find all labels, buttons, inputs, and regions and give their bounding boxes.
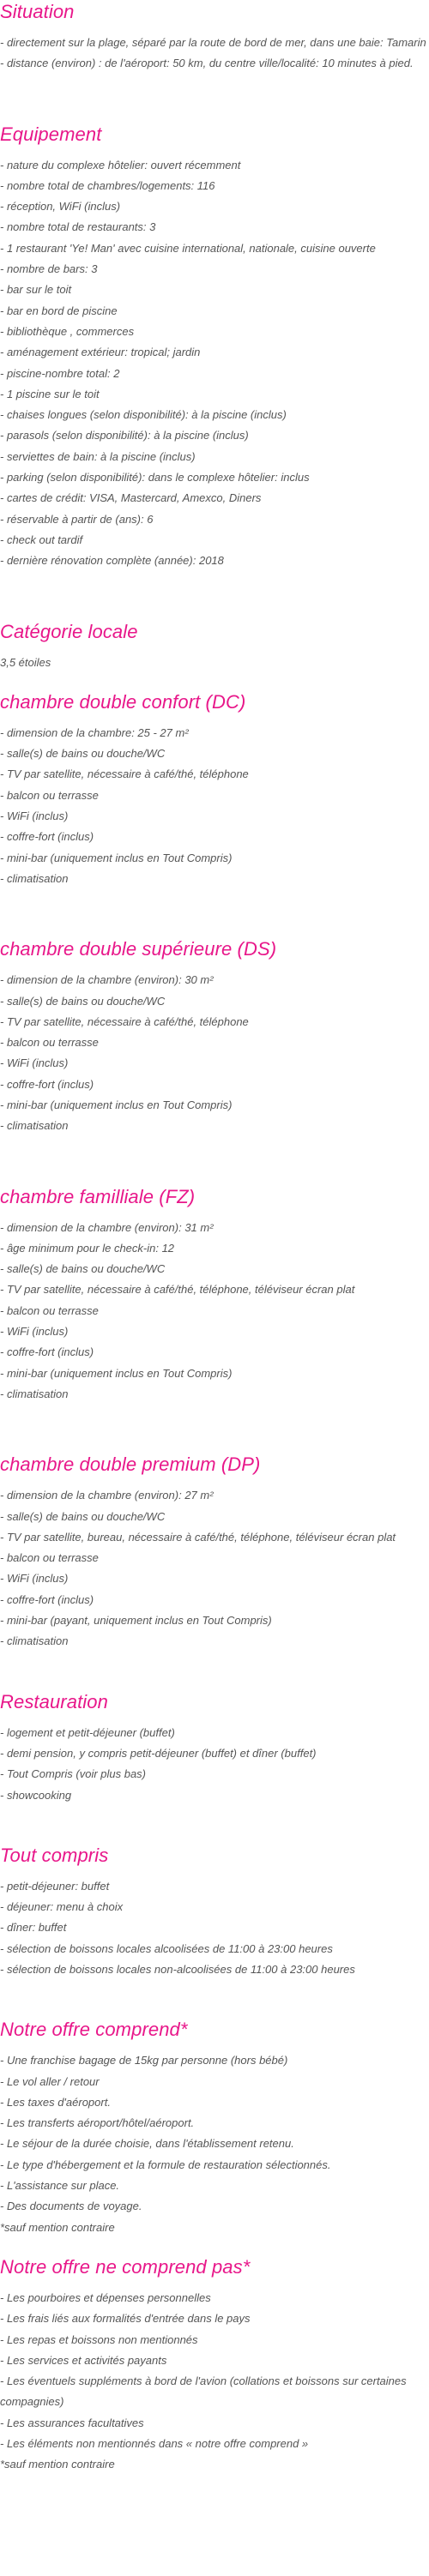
- list-item: - Les pourboires et dépenses personnelles: [0, 2290, 211, 2304]
- list-item: - L'assistance sur place.: [0, 2179, 120, 2193]
- list-item: - Les éléments non mentionnés dans « notre offre comprend »: [0, 2437, 309, 2451]
- list-item: - WiFi (inclus): [0, 1325, 69, 1339]
- list-item: - balcon ou terrasse: [0, 1036, 99, 1050]
- list-item: - salle(s) de bains ou douche/WC: [0, 1509, 166, 1523]
- list-item: - Le type d'hébergement et la formule de restauration sélectionnés.: [0, 2158, 331, 2171]
- list-item: - TV par satellite, bureau, nécessaire à café/thé, téléphone, téléviseur écran plat: [0, 1530, 396, 1544]
- list-item: - petit-déjeuner: buffet: [0, 1879, 110, 1893]
- list-item: - Les frais liés aux formalités d'entrée dans le pays: [0, 2312, 251, 2326]
- list-item: - dimension de la chambre (environ): 31 m²: [0, 1220, 214, 1234]
- list-item: - Les repas et boissons non mentionnés: [0, 2332, 198, 2346]
- list-item: - 1 piscine sur le toit: [0, 387, 100, 400]
- section-title: Catégorie locale: [0, 620, 138, 642]
- list-item: - cartes de crédit: VISA, Mastercard, Amexco, Diners: [0, 491, 262, 505]
- list-item: - serviettes de bain: à la piscine (inclus): [0, 449, 196, 463]
- section-categorie-locale: [0, 620, 429, 673]
- section-title: chambre double confort (DC): [0, 690, 246, 713]
- list-item: - Une franchise bagage de 15kg par personne (hors bébé): [0, 2054, 288, 2067]
- list-item: - distance (environ) : de l'aéroport: 50 km, du centre ville/localité: 10 minutes à pied.: [0, 57, 414, 70]
- list-item: - TV par satellite, nécessaire à café/thé, téléphone, téléviseur écran plat: [0, 1283, 355, 1297]
- list-item: - parasols (selon disponibilité): à la piscine (inclus): [0, 429, 249, 442]
- list-item: - balcon ou terrasse: [0, 1303, 99, 1317]
- section-title: Notre offre ne comprend pas*: [0, 2255, 251, 2278]
- section-lines: [0, 1218, 429, 1405]
- list-item: - sélection de boissons locales alcoolisées de 11:00 à 23:00 heures: [0, 1941, 333, 1955]
- section-title: Equipement: [0, 123, 102, 145]
- list-item: - bibliothèque , commerces: [0, 324, 135, 338]
- list-item: - coffre-fort (inclus): [0, 1592, 94, 1606]
- list-item: - réception, WiFi (inclus): [0, 200, 121, 214]
- list-item: - TV par satellite, nécessaire à café/thé, téléphone: [0, 1014, 249, 1028]
- section-lines: [0, 653, 429, 673]
- list-item: - bar sur le toit: [0, 283, 72, 297]
- list-item: - check out tardif: [0, 533, 83, 546]
- list-item: - mini-bar (uniquement inclus en Tout Compris): [0, 851, 233, 864]
- list-item: - âge minimum pour le check-in: 12: [0, 1241, 175, 1255]
- list-item: - WiFi (inclus): [0, 1572, 69, 1586]
- section-lines: [0, 1876, 429, 1980]
- list-item: - piscine-nombre total: 2: [0, 366, 120, 380]
- list-item: - WiFi (inclus): [0, 810, 69, 823]
- list-item: - déjeuner: menu à choix: [0, 1900, 124, 1914]
- list-item: - Les éventuels suppléments à bord de l'avion (collations et boissons sur certaines compagnies): [0, 2374, 407, 2409]
- section-title: Tout compris: [0, 1844, 109, 1866]
- list-item: - dernière rénovation complète (année): 2018: [0, 554, 224, 568]
- list-item: - climatisation: [0, 1387, 69, 1400]
- list-item: - nombre total de restaurants: 3: [0, 220, 156, 234]
- section-situation: [0, 0, 429, 75]
- list-item: - parking (selon disponibilité): dans le complexe hôtelier: inclus: [0, 471, 310, 485]
- list-item: - Les assurances facultatives: [0, 2416, 144, 2429]
- list-item: - demi pension, y compris petit-déjeuner (buffet) et dîner (buffet): [0, 1746, 317, 1760]
- section-chambre-dc: [0, 690, 429, 889]
- list-item: *sauf mention contraire: [0, 2458, 115, 2471]
- list-item: - salle(s) de bains ou douche/WC: [0, 994, 166, 1008]
- section-lines: [0, 33, 429, 75]
- section-title: Restauration: [0, 1690, 108, 1712]
- list-item: - dîner: buffet: [0, 1921, 67, 1935]
- list-item: - climatisation: [0, 871, 69, 885]
- list-item: - showcooking: [0, 1788, 72, 1802]
- section-title: chambre familliale (FZ): [0, 1185, 196, 1207]
- section-offre-ne-comprend-pas: [0, 2255, 429, 2476]
- list-item: - TV par satellite, nécessaire à café/thé, téléphone: [0, 767, 249, 781]
- list-item: - climatisation: [0, 1634, 69, 1648]
- section-lines: [0, 723, 429, 889]
- list-item: - salle(s) de bains ou douche/WC: [0, 747, 166, 761]
- section-lines: [0, 2050, 429, 2238]
- list-item: - mini-bar (uniquement inclus en Tout Compris): [0, 1098, 233, 1111]
- list-item: - sélection de boissons locales non-alcoolisées de 11:00 à 23:00 heures: [0, 1963, 355, 1976]
- list-item: - balcon ou terrasse: [0, 1551, 99, 1565]
- list-item: - nature du complexe hôtelier: ouvert récemment: [0, 158, 241, 172]
- section-chambre-fz: [0, 1185, 429, 1405]
- list-item: - Des documents de voyage.: [0, 2200, 142, 2213]
- list-item: - Le séjour de la durée choisie, dans l'établissement retenu.: [0, 2137, 294, 2151]
- list-item: - nombre total de chambres/logements: 116: [0, 178, 215, 192]
- list-item: - dimension de la chambre (environ): 30 m²: [0, 973, 214, 987]
- list-item: - mini-bar (uniquement inclus en Tout Compris): [0, 1366, 233, 1380]
- list-item: - directement sur la plage, séparé par la route de bord de mer, dans une baie: Tamarin: [0, 36, 426, 49]
- list-item: - coffre-fort (inclus): [0, 1345, 94, 1359]
- list-item: - logement et petit-déjeuner (buffet): [0, 1725, 175, 1739]
- section-lines: [0, 2288, 429, 2476]
- section-title: chambre double premium (DP): [0, 1454, 261, 1476]
- list-item: - chaises longues (selon disponibilité): à la piscine (inclus): [0, 408, 287, 422]
- section-equipement: [0, 123, 429, 572]
- section-offre-comprend: [0, 2018, 429, 2238]
- list-item: - coffre-fort (inclus): [0, 1077, 94, 1091]
- list-item: - salle(s) de bains ou douche/WC: [0, 1262, 166, 1276]
- list-item: - Les taxes d'aéroport.: [0, 2095, 111, 2109]
- section-chambre-ds: [0, 937, 429, 1136]
- list-item: - mini-bar (payant, uniquement inclus en Tout Compris): [0, 1614, 272, 1628]
- section-title: chambre double supérieure (DS): [0, 938, 277, 960]
- section-lines: [0, 1485, 429, 1652]
- list-item: *sauf mention contraire: [0, 2220, 115, 2234]
- list-item: - Les services et activités payants: [0, 2353, 167, 2367]
- list-item: - bar en bord de piscine: [0, 304, 118, 317]
- list-item: - coffre-fort (inclus): [0, 830, 94, 844]
- section-lines: [0, 1723, 429, 1806]
- list-item: - aménagement extérieur: tropical; jardin: [0, 346, 201, 359]
- list-item: 3,5 étoiles: [0, 655, 51, 669]
- list-item: - 1 restaurant 'Ye! Man' avec cuisine international, nationale, cuisine ouverte: [0, 241, 376, 255]
- section-title: Notre offre comprend*: [0, 2019, 188, 2041]
- list-item: - dimension de la chambre (environ): 27 m²: [0, 1489, 214, 1502]
- section-tout-compris: [0, 1844, 429, 1980]
- list-item: - climatisation: [0, 1119, 69, 1133]
- list-item: - réservable à partir de (ans): 6: [0, 512, 154, 526]
- list-item: - Tout Compris (voir plus bas): [0, 1767, 147, 1781]
- section-lines: [0, 970, 429, 1136]
- section-chambre-dp: [0, 1453, 429, 1652]
- list-item: - WiFi (inclus): [0, 1056, 69, 1070]
- list-item: - balcon ou terrasse: [0, 788, 99, 802]
- list-item: - dimension de la chambre: 25 - 27 m²: [0, 725, 189, 739]
- list-item: - Le vol aller / retour: [0, 2074, 100, 2088]
- section-title: Situation: [0, 1, 75, 22]
- list-item: - Les transferts aéroport/hôtel/aéroport.: [0, 2116, 195, 2130]
- section-lines: [0, 155, 429, 572]
- list-item: - nombre de bars: 3: [0, 262, 98, 276]
- section-restauration: [0, 1690, 429, 1806]
